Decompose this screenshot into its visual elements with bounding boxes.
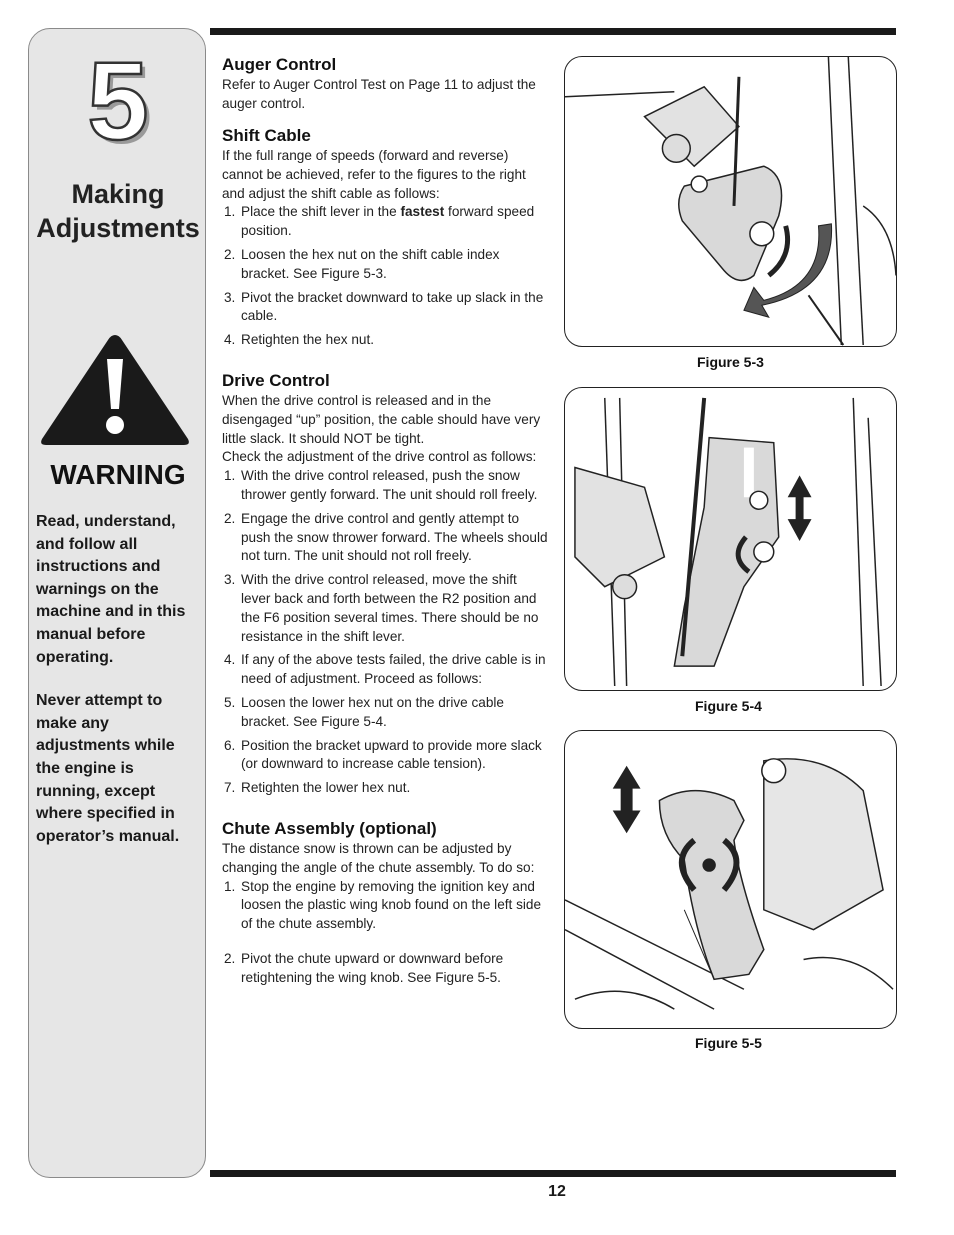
- warning-paragraph-2: Never attempt to make any adjustments while the engine is running, except where specified in operator’s manual.: [36, 692, 180, 845]
- figure-5-3-caption: Figure 5-3: [697, 354, 764, 370]
- drive-heading: Drive Control: [222, 371, 330, 390]
- list-item: 4. Retighten the hex nut.: [224, 332, 375, 348]
- figure-5-5-illustration: [564, 730, 897, 1029]
- page-number: 12: [548, 1183, 566, 1200]
- list-item: 6. Position the bracket upward to provide more slack (or downward to increase cable tension).: [224, 737, 542, 772]
- figure-5-5-caption: Figure 5-5: [695, 1035, 762, 1051]
- list-item: 5. Loosen the lower hex nut on the drive cable bracket. See Figure 5-4.: [224, 694, 504, 729]
- header-rule: [210, 28, 896, 35]
- list-item: 1. Stop the engine by removing the ignition key and loosen the plastic wing knob found on the left side of the chute assembly.: [224, 878, 542, 932]
- chute-steps: [222, 878, 548, 988]
- list-item: 3. With the drive control released, move the shift lever back and forth between the R2 position and the F6 position several times. There should be no resistance in the shift lever.: [224, 572, 539, 644]
- list-item: 2. Pivot the chute upward or downward before retightening the wing knob. See Figure 5-5.: [224, 950, 504, 985]
- figure-5-4-caption: Figure 5-4: [695, 698, 762, 714]
- auger-body: Refer to Auger Control Test on Page 11 to adjust the auger control.: [222, 77, 536, 111]
- drive-section: [222, 370, 548, 803]
- auger-heading: Auger Control: [222, 55, 337, 74]
- list-item: 1. Place the shift lever in the fastest forward speed position.: [224, 204, 535, 239]
- shift-intro: If the full range of speeds (forward and reverse) cannot be achieved, refer to the figures to the right and adjust the shift cable as follows:: [222, 148, 526, 201]
- shift-section: [222, 125, 548, 355]
- list-item: 3. Pivot the bracket downward to take up slack in the cable.: [224, 289, 544, 324]
- drive-intro-2: Check the adjustment of the drive control as follows:: [222, 449, 537, 465]
- chute-section: [222, 818, 548, 993]
- list-item: 1. With the drive control released, push the snow thrower gently forward. The unit should roll freely.: [224, 468, 538, 502]
- warning-paragraph-1: Read, understand, and follow all instructions and warnings on the machine and in this manual before operating.: [36, 513, 186, 666]
- chapter-title: [29, 177, 207, 245]
- drive-intro-1: When the drive control is released and in the disengaged “up” position, the cable should have very little slack. It should NOT be tight.: [222, 393, 541, 446]
- shift-steps: [222, 203, 548, 350]
- figure-5-3-illustration: [564, 56, 897, 347]
- drive-steps: [222, 467, 548, 798]
- list-item: 4. If any of the above tests failed, the drive cable is in need of adjustment. Proceed as follows:: [224, 652, 546, 687]
- list-item: 2. Engage the drive control and gently attempt to push the snow thrower forward. The wheels should not turn. The unit should not roll freely.: [224, 510, 548, 564]
- list-item: 2. Loosen the hex nut on the shift cable index bracket. See Figure 5-3.: [224, 246, 500, 281]
- chapter-sidebar: [28, 28, 206, 1178]
- warning-text: [36, 511, 200, 869]
- auger-section: [222, 54, 548, 114]
- chapter-number: 5: [87, 40, 149, 163]
- figure-5-4-illustration: [564, 387, 897, 691]
- chapter-title-line1: Making: [71, 179, 165, 209]
- warning-heading: WARNING: [50, 459, 186, 490]
- footer-rule: [210, 1170, 896, 1177]
- chute-intro: The distance snow is thrown can be adjusted by changing the angle of the chute assembly. To do so:: [222, 841, 535, 875]
- chute-heading: Chute Assembly (optional): [222, 819, 437, 838]
- warning-triangle-icon: [37, 329, 193, 449]
- emphasis-text: fastest: [400, 204, 445, 220]
- chapter-title-line2: Adjustments: [36, 213, 200, 243]
- shift-heading: Shift Cable: [222, 126, 311, 145]
- list-item: 7. Retighten the lower hex nut.: [224, 780, 411, 796]
